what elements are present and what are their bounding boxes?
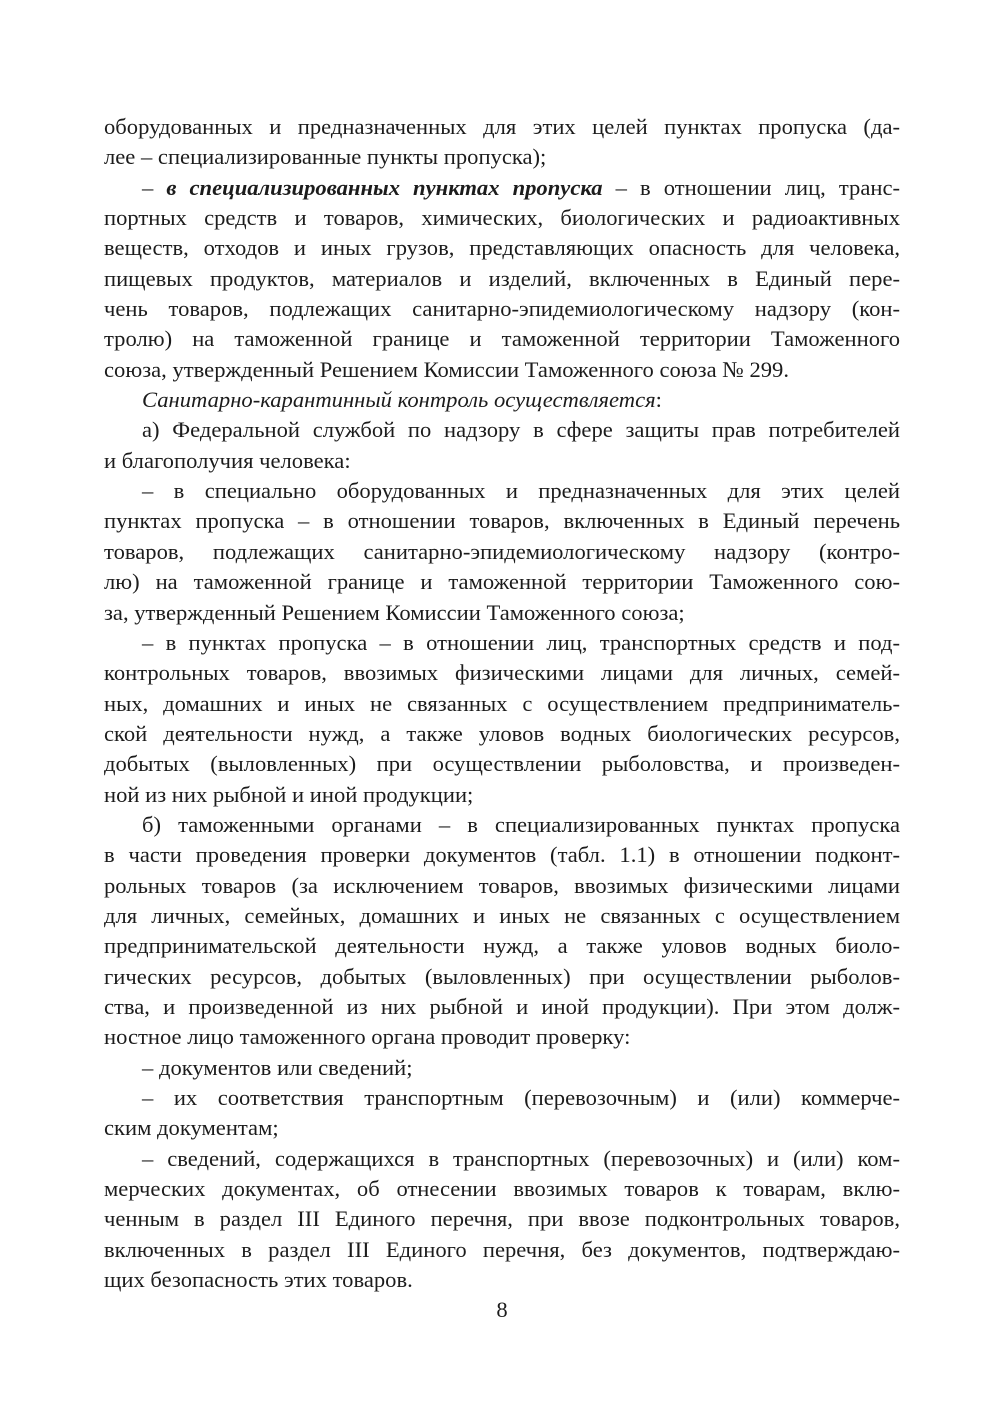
- text-line: в части проведения проверки документов (табл. 1.1) в отношении подконт-: [104, 842, 900, 868]
- text-line: ной из них рыбной и иной продукции;: [104, 781, 474, 807]
- text-line: союза, утвержденный Решением Комиссии Таможенного союза № 299.: [104, 356, 790, 382]
- text-line: и благополучия человека:: [104, 447, 351, 473]
- text-line: пищевых продуктов, материалов и изделий, включенных в Единый пере-: [104, 265, 900, 291]
- text-line: рольных товаров (за исключением товаров, ввозимых физическими лицами: [104, 872, 900, 898]
- text-line: ским документам;: [104, 1115, 279, 1141]
- text-line: за, утвержденный Решением Комиссии Таможенного союза;: [104, 599, 685, 625]
- text-line: – сведений, содержащихся в транспортных (перевозочных) и (или) ком-: [142, 1145, 900, 1171]
- text-fragment: – в отношении лиц, транс-: [615, 174, 900, 200]
- page-number: 8: [496, 1297, 508, 1322]
- text-line: ченным в раздел III Единого перечня, при ввозе подконтрольных товаров,: [104, 1206, 900, 1232]
- document-body: [104, 112, 900, 1295]
- text-line: – их соответствия транспортным (перевозочным) и (или) коммерче-: [142, 1085, 900, 1110]
- text-line: веществ, отходов и иных грузов, представляющих опасность для человека,: [104, 235, 900, 261]
- text-line: мерческих документах, об отнесении ввозимых товаров к товарам, вклю-: [104, 1176, 900, 1202]
- text-line: лю) на таможенной границе и таможенной территории Таможенного сою-: [104, 569, 900, 595]
- text-line: пунктах пропуска – в отношении товаров, включенных в Единый перечень: [104, 508, 900, 534]
- text-line: товаров, подлежащих санитарно-эпидемиологическому надзору (контро-: [104, 538, 900, 564]
- text-line: – в пунктах пропуска – в отношении лиц, транспортных средств и под-: [142, 629, 900, 655]
- text-line: ской деятельности нужд, а также уловов водных биологических ресурсов,: [104, 720, 900, 746]
- text-line: – в специализированных пунктах пропуска – в отношении лиц, транс-: [142, 174, 900, 200]
- text-line: добытых (выловленных) при осуществлении рыболовства, и произведен-: [104, 751, 900, 777]
- text-line: Санитарно-карантинный контроль осуществляется:: [142, 387, 662, 413]
- text-line: – в специально оборудованных и предназначенных для этих целей: [142, 478, 900, 504]
- text-line: лее – специализированные пункты пропуска);: [104, 144, 547, 170]
- text-line: для личных, семейных, домашних и иных не связанных с осуществлением: [104, 902, 900, 928]
- text-line: б) таможенными органами – в специализированных пунктах пропуска: [142, 811, 900, 837]
- text-line: включенных в раздел III Единого перечня, без документов, подтверждаю-: [104, 1236, 900, 1262]
- text-line: предпринимательской деятельности нужд, а также уловов водных биоло-: [104, 933, 900, 959]
- text-line: ных, домашних и иных не связанных с осуществлением предприниматель-: [104, 690, 900, 716]
- text-line: – документов или сведений;: [142, 1054, 413, 1080]
- text-line: чень товаров, подлежащих санитарно-эпидемиологическому надзору (кон-: [104, 296, 900, 322]
- text-line: тролю) на таможенной границе и таможенной территории Таможенного: [104, 326, 900, 352]
- text-line: ностное лицо таможенного органа проводит проверку:: [104, 1024, 631, 1050]
- text-line: контрольных товаров, ввозимых физическими лицами для личных, семей-: [104, 660, 900, 686]
- text-line: щих безопасность этих товаров.: [104, 1267, 413, 1293]
- text-line: а) Федеральной службой по надзору в сфере защиты прав потребителей: [142, 417, 900, 443]
- emphasized-term: в специализированных пунктах пропуска: [166, 174, 603, 200]
- text-line: портных средств и товаров, химических, биологических и радиоактивных: [104, 205, 900, 231]
- italic-heading: Санитарно-карантинный контроль осуществляется: [142, 387, 656, 413]
- text-line: ства, и произведенной из них рыбной и иной продукции). При этом долж-: [104, 993, 900, 1019]
- text-line: гических ресурсов, добытых (выловленных) при осуществлении рыболов-: [104, 963, 900, 989]
- text-line: оборудованных и предназначенных для этих целей пунктах пропуска (да-: [104, 114, 900, 139]
